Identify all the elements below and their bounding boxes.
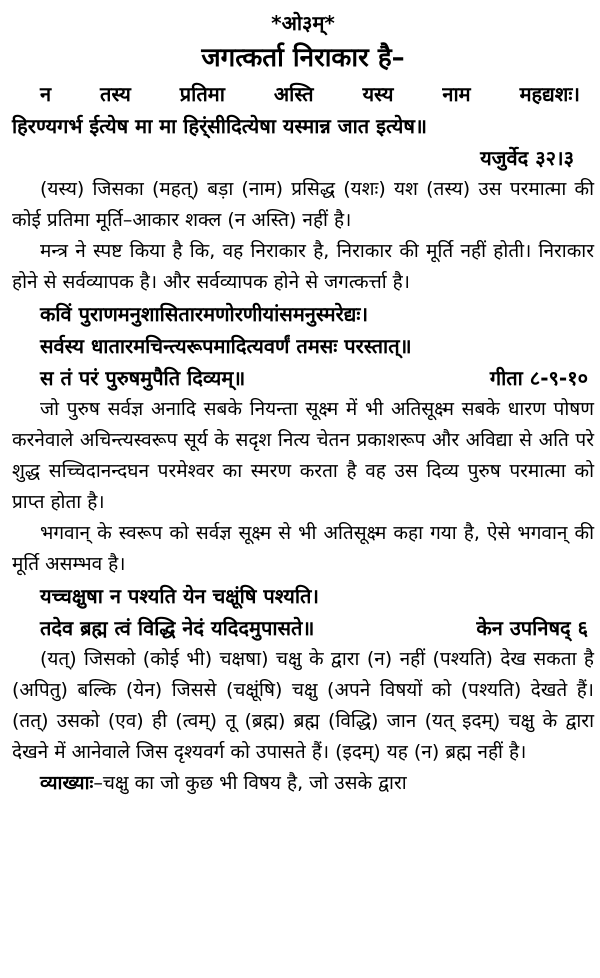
mantra-line: हिरण्यगर्भ ईत्येष मा मा हिर्ंसीदित्येषा यस्मान्न जात इत्येष॥ xyxy=(12,114,427,138)
paragraph: (यत्) जिसको (कोई भी) चक्षषा) चक्षु के द्वारा (न) नहीं (पश्यति) देख सकता है (अपितु) बल्कि (येन) जिससे (चक्षूंषि) चक्षु (अपने विषयों को (पश्यति) देखते हैं। (तत्) उसको (एव) ही (त्वम्) तू (ब्रह्म) ब्रह्म (विद्धि) जान (यत् इदम्) चक्षु के द्वारा देखने में आनेवाले जिस दृश्यवर्ग को उपासते हैं। (इदम्) यह (न) ब्रह्म नहीं है। xyxy=(12,648,594,763)
mantra-line: सर्वस्य धातारमचिन्त्यरूपमादित्यवर्णं तमसः परस्तात्॥ xyxy=(40,334,412,358)
paragraph-explanation xyxy=(12,768,594,799)
paragraph: मन्त्र ने स्पष्ट किया है कि, वह निराकार है, निराकार की मूर्ति नहीं होती। निराकार होने से सर्वव्यापक है। और सर्वव्यापक होने से जगत्कर्त्ता है। xyxy=(12,240,594,293)
explanation-text: –चक्षु का जो कुछ भी विषय है, जो उसके द्वारा xyxy=(93,772,407,794)
mantra-reference: यजुर्वेद ३२।३ xyxy=(480,146,574,170)
mantra-reference: केन उपनिषद् ६ xyxy=(476,616,588,640)
mantra-line-with-reference xyxy=(12,612,594,644)
mantra-line: स तं परं पुरुषमुपैति दिव्यम्॥ xyxy=(40,366,246,390)
mantra-yajurveda xyxy=(12,78,594,174)
paragraph: भगवान् के स्वरूप को सर्वज्ञ सूक्ष्म से भी अतिसूक्ष्म कहा गया है, ऐसे भगवान् की मूर्ति असम्भव है। xyxy=(12,522,594,575)
paragraph: जो पुरुष सर्वज्ञ अनादि सबके नियन्ता सूक्ष्म में भी अतिसूक्ष्म सबके धारण पोषण करनेवाले अचिन्त्यस्वरूप सूर्य के सदृश नित्य चेतन प्रकाशरूप और अविद्या से अति परे शुद्ध सच्चिदानन्दघन परमेश्वर का स्मरण करता है वह उस दिव्य पुरुष परमात्मा को प्राप्त होता है। xyxy=(12,398,594,513)
om-header: *ओ३म्* xyxy=(271,11,335,35)
mantra-line: न तस्य प्रतिमा अस्ति यस्य नाम महद्यशः। xyxy=(40,82,580,106)
mantra-gita xyxy=(12,298,594,394)
mantra-line: तदेव ब्रह्म त्वं विद्धि नेदं यदिदमुपासते॥ xyxy=(40,616,315,640)
paragraph: (यस्य) जिसका (महत्) बड़ा (नाम) प्रसिद्ध (यशः) यश (तस्य) उस परमात्मा की कोई प्रतिमा मूर्ति–आकार शक्ल (न अस्ति) नहीं है। xyxy=(12,178,594,231)
mantra-line: यच्चक्षुषा न पश्यति येन चक्षूंषि पश्यति। xyxy=(40,584,319,608)
mantra-reference: गीता ८-९-१० xyxy=(489,366,588,390)
mantra-line: कविं पुराणमनुशासितारमणोरणीयांसमनुस्मरेद्यः। xyxy=(40,302,369,326)
page-title: जगत्कर्ता निराकार है– xyxy=(201,43,405,73)
explanation-label: व्याख्याः xyxy=(40,772,94,794)
mantra-line-with-reference xyxy=(12,362,594,394)
mantra-kena xyxy=(12,580,594,644)
